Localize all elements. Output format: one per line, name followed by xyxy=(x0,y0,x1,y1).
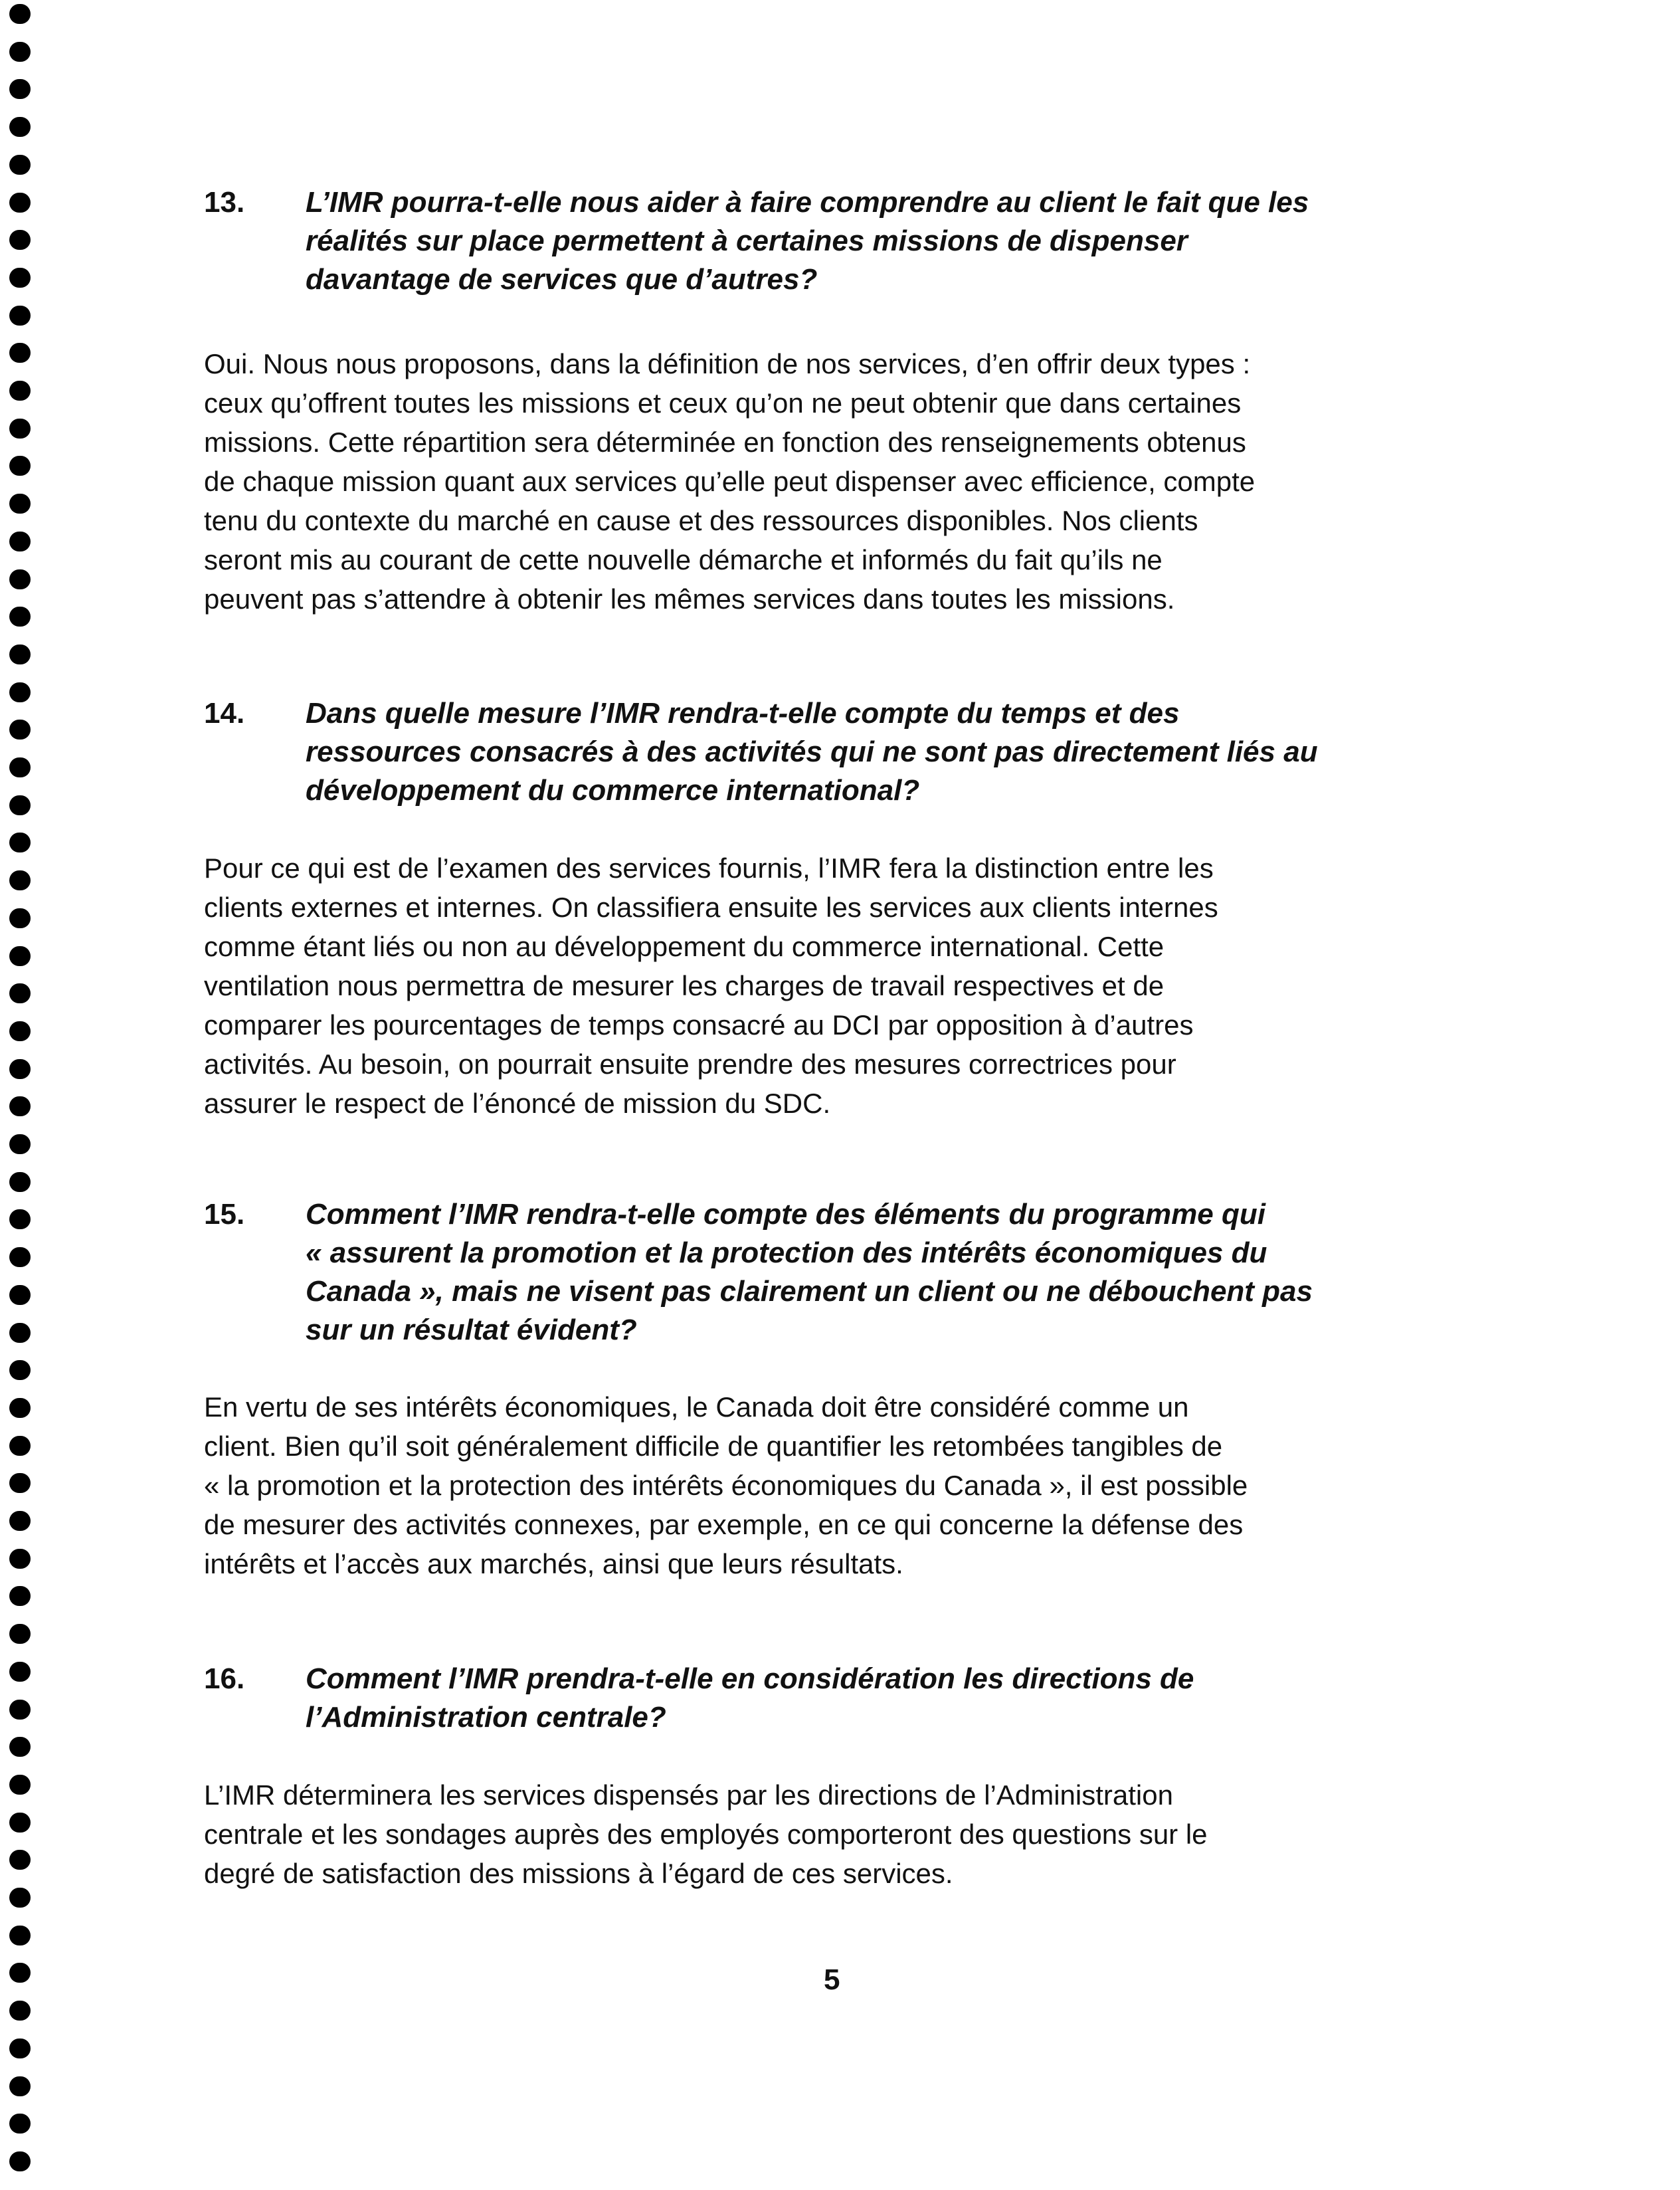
binding-hole xyxy=(9,1586,31,1606)
binding-hole xyxy=(9,1926,31,1945)
binding-hole xyxy=(9,983,31,1003)
binding-hole xyxy=(9,155,31,175)
binding-hole xyxy=(9,870,31,890)
question-text: L’IMR pourra-t-elle nous aider à faire comprendre au client le fait que les réalités sur place permettent à certaines missions de dispenser davantage de services que d’autres? xyxy=(306,186,1309,296)
answer-paragraph: L’IMR déterminera les services dispensés par les directions de l’Administration centrale et les sondages auprès des employés comporteront des questions sur le degré de satisfaction des missions à l’égard de ces services. xyxy=(204,1779,1208,1889)
question-number: 13. xyxy=(204,186,245,219)
page-number: 5 xyxy=(824,1963,840,1996)
binding-hole xyxy=(9,607,31,627)
binding-hole xyxy=(9,2076,31,2096)
binding-hole xyxy=(9,1511,31,1531)
binding-hole xyxy=(9,1624,31,1644)
binding-hole xyxy=(9,1662,31,1682)
binding-hole xyxy=(9,757,31,777)
binding-hole xyxy=(9,1700,31,1720)
binding-holes-strip xyxy=(0,0,53,2190)
binding-hole xyxy=(9,343,31,363)
binding-hole xyxy=(9,230,31,250)
binding-hole xyxy=(9,1096,31,1116)
binding-hole xyxy=(9,1850,31,1870)
binding-hole xyxy=(9,1285,31,1305)
binding-hole xyxy=(9,908,31,928)
binding-hole xyxy=(9,645,31,664)
binding-hole xyxy=(9,2151,31,2171)
binding-hole xyxy=(9,833,31,852)
binding-hole xyxy=(9,1813,31,1833)
binding-hole xyxy=(9,1963,31,1983)
binding-hole xyxy=(9,1323,31,1343)
binding-hole xyxy=(9,117,31,137)
binding-hole xyxy=(9,1021,31,1041)
binding-hole xyxy=(9,494,31,514)
binding-hole xyxy=(9,1436,31,1456)
binding-hole xyxy=(9,795,31,815)
binding-hole xyxy=(9,4,31,24)
binding-hole xyxy=(9,1888,31,1908)
binding-hole xyxy=(9,1134,31,1154)
binding-hole xyxy=(9,42,31,62)
binding-hole xyxy=(9,1737,31,1757)
binding-hole xyxy=(9,682,31,702)
binding-hole xyxy=(9,1209,31,1229)
binding-hole xyxy=(9,1360,31,1380)
binding-hole xyxy=(9,1775,31,1795)
binding-hole xyxy=(9,1059,31,1079)
binding-hole xyxy=(9,1247,31,1267)
binding-hole xyxy=(9,1172,31,1192)
question-number: 16. xyxy=(204,1662,245,1695)
binding-hole xyxy=(9,720,31,740)
binding-hole xyxy=(9,1549,31,1569)
binding-hole xyxy=(9,456,31,476)
binding-hole xyxy=(9,1473,31,1493)
answer-paragraph: Pour ce qui est de l’examen des services fournis, l’IMR fera la distinction entre les clients externes et internes. On classifiera ensuite les services aux clients internes comme étant liés ou non au développement du commerce international. Cette ventilation nous permettra de mesurer les charges de travail respectives et de comparer les pourcentages de temps consacré au DCI par opposition à d’autres activités. Au besoin, on pourrait ensuite prendre des mesures correctrices pour assurer le respect de l’énoncé de mission du SDC. xyxy=(204,852,1218,1119)
binding-hole xyxy=(9,193,31,213)
binding-hole xyxy=(9,268,31,288)
answer-paragraph: En vertu de ses intérêts économiques, le Canada doit être considéré comme un client. Bien qu’il soit généralement difficile de quantifier les retombées tangibles de « la promotion et la protection des intérêts économiques du Canada », il est possible de mesurer des activités connexes, par exemple, en ce qui concerne la défense des intérêts et l’accès aux marchés, ainsi que leurs résultats. xyxy=(204,1391,1248,1579)
question-text: Comment l’IMR prendra-t-elle en considération les directions de l’Administration centrale? xyxy=(306,1662,1194,1734)
binding-hole xyxy=(9,1398,31,1418)
binding-hole xyxy=(9,79,31,99)
binding-hole xyxy=(9,532,31,551)
binding-hole xyxy=(9,419,31,439)
binding-hole xyxy=(9,569,31,589)
question-text: Comment l’IMR rendra-t-elle compte des éléments du programme qui « assurent la promotion et la protection des intérêts économiques du Canada », mais ne visent pas clairement un client ou ne débouchent pas sur un résultat évident? xyxy=(306,1198,1313,1346)
binding-hole xyxy=(9,946,31,966)
binding-hole xyxy=(9,2114,31,2134)
answer-paragraph: Oui. Nous nous proposons, dans la définition de nos services, d’en offrir deux types : ceux qu’offrent toutes les missions et ceux qu’on ne peut obtenir que dans certaines missions. Cette répartition sera déterminée en fonction des renseignements obtenus de chaque mission quant aux services qu’elle peut dispenser avec efficience, compte tenu du contexte du marché en cause et des ressources disponibles. Nos clients seront mis au courant de cette nouvelle démarche et informés du fait qu’ils ne peuvent pas s’attendre à obtenir les mêmes services dans toutes les missions. xyxy=(204,348,1256,615)
question-number: 15. xyxy=(204,1198,245,1231)
question-number: 14. xyxy=(204,697,245,730)
binding-hole xyxy=(9,381,31,401)
question-text: Dans quelle mesure l’IMR rendra-t-elle compte du temps et des ressources consacrés à des activités qui ne sont pas directement liés au développement du commerce international? xyxy=(306,697,1318,807)
binding-hole xyxy=(9,306,31,326)
binding-hole xyxy=(9,2039,31,2058)
binding-hole xyxy=(9,2001,31,2021)
